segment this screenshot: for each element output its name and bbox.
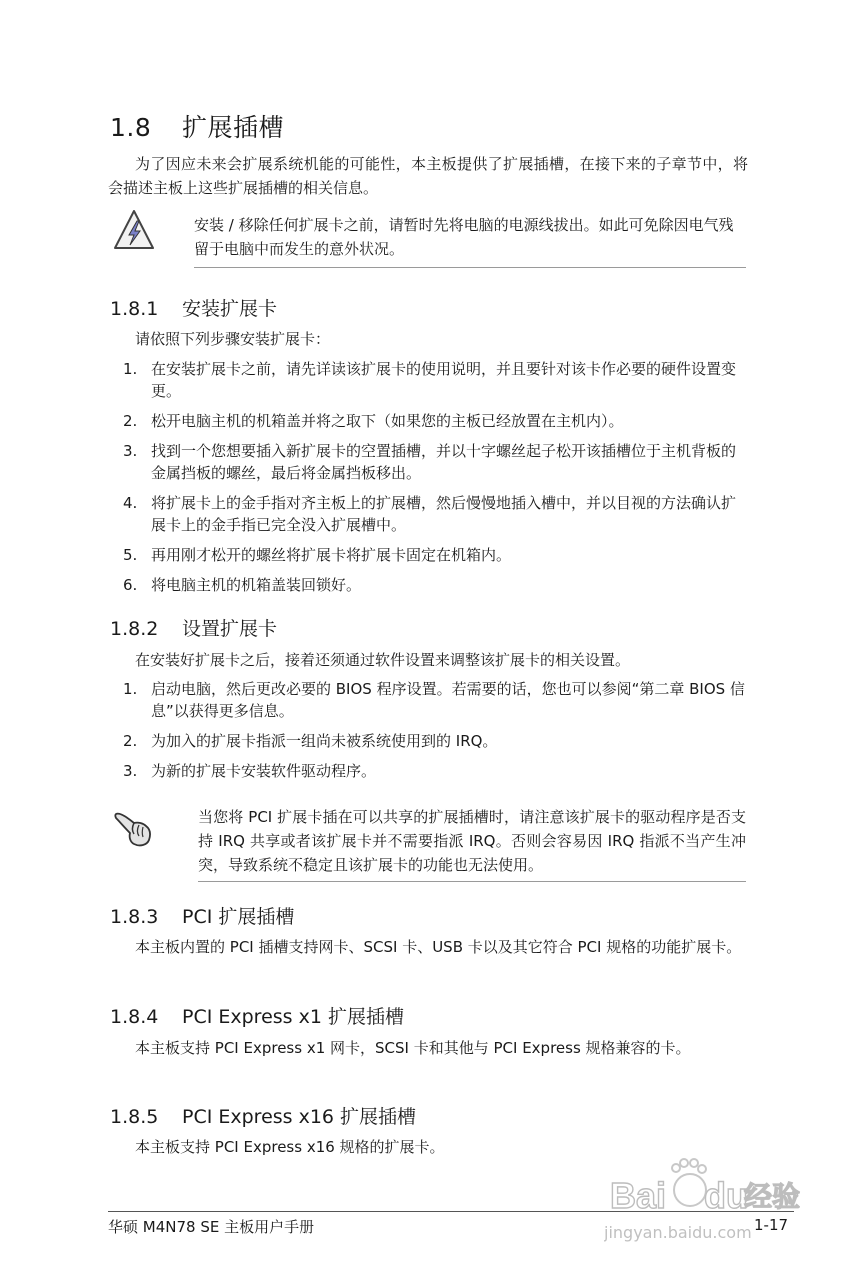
subsection-number: 1.8.2	[110, 618, 159, 640]
install-steps-list	[120, 358, 748, 604]
subsection-number: 1.8.5	[110, 1106, 159, 1128]
subsection-number: 1.8.4	[110, 1006, 159, 1028]
list-item	[120, 440, 748, 484]
warning-text: 安装 / 移除任何扩展卡之前，请暂时先将电脑的电源线拔出。如此可免除因电气残留于电脑中而发生的意外状况。	[194, 213, 746, 268]
step-text: 将扩展卡上的金手指对齐主板上的扩展槽，然后慢慢地插入槽中，并以目视的方法确认扩展卡上的金手指已完全没入扩展槽中。	[151, 494, 737, 534]
list-item	[120, 410, 748, 432]
section-number: 1.8	[110, 113, 152, 142]
baidu-jingyan-watermark	[604, 1158, 809, 1248]
step-number: 2.	[123, 732, 138, 750]
step-text: 找到一个您想要插入新扩展卡的空置插槽，并以十字螺丝起子松开该插槽位于主机背板的金属挡板的螺丝，最后将金属挡板移出。	[151, 442, 737, 482]
list-item	[120, 760, 748, 782]
footer-divider	[108, 1211, 794, 1212]
subsection-body: 本主板内置的 PCI 插槽支持网卡、SCSI 卡、USB 卡以及其它符合 PCI 规格的功能扩展卡。	[135, 938, 742, 956]
step-text: 启动电脑，然后更改必要的 BIOS 程序设置。若需要的话，您也可以参阅“第二章 BIOS 信息”以获得更多信息。	[151, 680, 745, 720]
subsection-heading-1-8-5	[110, 1102, 416, 1129]
subsection-title: 设置扩展卡	[182, 618, 278, 640]
subsection-title: PCI 扩展插槽	[182, 906, 295, 928]
subsection-title: PCI Express x16 扩展插槽	[182, 1106, 417, 1128]
section-title: 扩展插槽	[182, 113, 285, 142]
note-text: 当您将 PCI 扩展卡插在可以共享的扩展插槽时，请注意该扩展卡的驱动程序是否支持 IRQ 共享或者该扩展卡并不需要指派 IRQ。否则会容易因 IRQ 指派不当产生冲突，导致系统不稳定且该扩展卡的功能也无法使用。	[198, 805, 746, 882]
step-text: 将电脑主机的机箱盖装回锁好。	[151, 576, 362, 594]
watermark-cn: 经验	[744, 1180, 801, 1213]
subsection-title: 安装扩展卡	[182, 298, 278, 320]
watermark-brand: Bai	[610, 1175, 667, 1216]
step-text: 为新的扩展卡安装软件驱动程序。	[151, 762, 377, 780]
subsection-intro: 在安装好扩展卡之后，接着还须通过软件设置来调整该扩展卡的相关设置。	[135, 651, 631, 669]
list-item	[120, 730, 748, 752]
step-number: 5.	[123, 546, 138, 564]
step-text: 再用刚才松开的螺丝将扩展卡将扩展卡固定在机箱内。	[151, 546, 512, 564]
step-text: 在安装扩展卡之前，请先详读该扩展卡的使用说明，并且要针对该卡作必要的硬件设置变更。	[151, 360, 737, 400]
step-number: 3.	[123, 762, 138, 780]
warning-lightning-icon	[112, 208, 156, 252]
list-item	[120, 678, 748, 722]
setup-steps-list	[120, 678, 748, 790]
subsection-number: 1.8.1	[110, 298, 159, 320]
footer-manual-title: 华硕 M4N78 SE 主板用户手册	[108, 1218, 315, 1236]
list-item	[120, 574, 748, 596]
section-heading	[110, 108, 284, 144]
step-number: 1.	[123, 360, 138, 378]
subsection-body: 本主板支持 PCI Express x1 网卡，SCSI 卡和其他与 PCI Express 规格兼容的卡。	[135, 1039, 691, 1057]
step-number: 2.	[123, 412, 138, 430]
step-text: 为加入的扩展卡指派一组尚未被系统使用到的 IRQ。	[151, 732, 498, 750]
subsection-heading-1-8-3	[110, 902, 294, 929]
subsection-intro: 请依照下列步骤安装扩展卡：	[135, 330, 331, 348]
watermark-brand2: du	[704, 1175, 748, 1216]
subsection-heading-1-8-4	[110, 1002, 404, 1029]
subsection-heading-1-8-1	[110, 294, 277, 321]
subsection-body: 本主板支持 PCI Express x16 规格的扩展卡。	[135, 1138, 445, 1156]
step-text: 松开电脑主机的机箱盖并将之取下（如果您的主板已经放置在主机内）。	[151, 412, 624, 430]
pointing-hand-icon	[112, 804, 158, 850]
section-intro: 为了因应未来会扩展系统机能的可能性，本主板提供了扩展插槽，在接下来的子章节中，将会描述主板上这些扩展插槽的相关信息。	[108, 155, 748, 197]
list-item	[120, 544, 748, 566]
step-number: 6.	[123, 576, 138, 594]
subsection-title: PCI Express x1 扩展插槽	[182, 1006, 404, 1028]
step-number: 3.	[123, 442, 138, 460]
list-item	[120, 358, 748, 402]
step-number: 4.	[123, 494, 138, 512]
step-number: 1.	[123, 680, 138, 698]
subsection-number: 1.8.3	[110, 906, 159, 928]
list-item	[120, 492, 748, 536]
page-number: 1-17	[754, 1216, 789, 1234]
subsection-heading-1-8-2	[110, 614, 277, 641]
watermark-url: jingyan.baidu.com	[604, 1223, 752, 1242]
